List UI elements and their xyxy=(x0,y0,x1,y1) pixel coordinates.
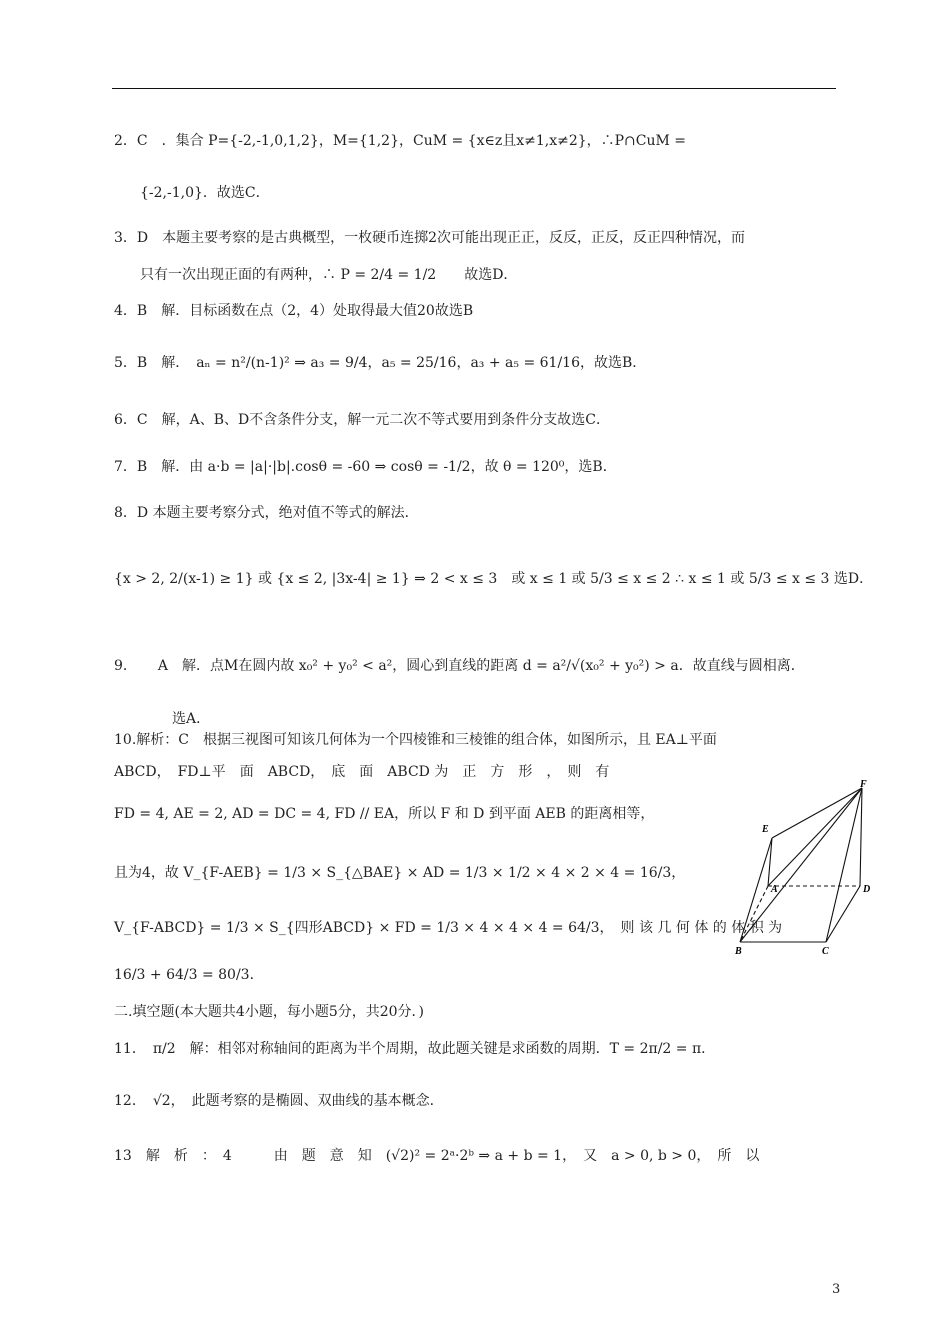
edge-AB-hidden xyxy=(740,886,768,942)
answer-10-line-2: ABCD， FD⊥平 面 ABCD， 底 面 ABCD 为 正 方 形 ， 则 有 xyxy=(114,764,610,780)
answer-6: 6．C 解，A、B、D不含条件分支，解一元二次不等式要用到条件分支故选C． xyxy=(114,412,610,428)
answer-11: 11． π/2 解：相邻对称轴间的距离为半个周期，故此题关键是求函数的周期．T = 2π/2 = π． xyxy=(114,1041,716,1057)
header-rule xyxy=(112,88,836,89)
answer-3-line-2: 只有一次出现正面的有两种，∴ P = 2/4 = 1/2 故选D． xyxy=(140,267,518,283)
vertex-label-A: A xyxy=(771,884,778,895)
edge-FA xyxy=(768,788,862,886)
edge-FD xyxy=(860,788,862,886)
vertex-label-C: C xyxy=(822,946,829,957)
answer-12: 12． √2， 此题考察的是椭圆、双曲线的基本概念． xyxy=(114,1093,444,1109)
answer-2-line-1: 2．C ．集合 P={-2,-1,0,1,2}，M={1,2}，CuM = {x∈z且x≠1,x≠2}，∴P∩CuM = xyxy=(114,133,687,149)
page-number: 3 xyxy=(832,1282,841,1297)
answer-10-line-1: 10.解析：C 根据三视图可知该几何体为一个四棱锥和三棱锥的组合体，如图所示，且 EA⊥平面 xyxy=(114,732,717,748)
vertex-label-F: F xyxy=(860,780,867,790)
solid-figure xyxy=(732,780,882,960)
answer-10-line-3: FD = 4, AE = 2, AD = DC = 4, FD // EA，所以 F 和 D 到平面 AEB 的距离相等， xyxy=(114,806,655,822)
vertex-label-B: B xyxy=(735,946,742,957)
edge-CD xyxy=(826,886,860,942)
edge-EF xyxy=(772,788,862,838)
answer-8-line-1: 8．D 本题主要考察分式，绝对值不等式的解法． xyxy=(114,505,419,521)
vertex-label-E: E xyxy=(762,824,769,835)
edge-EB xyxy=(740,838,772,942)
answer-2-line-2: {-2,-1,0}．故选C． xyxy=(140,185,270,201)
answer-7: 7．B 解．由 a·b = |a|·|b|.cosθ = -60 ⇒ cosθ = -1/2，故 θ = 120⁰，选B． xyxy=(114,459,617,475)
answer-8-line-2: {x > 2, 2/(x-1) ≥ 1} 或 {x ≤ 2, |3x-4| ≥ 1} ⇒ 2 < x ≤ 3 或 x ≤ 1 或 5/3 ≤ x ≤ 2 ∴ x ≤ 1 或 5/3 ≤ x ≤ 3 选D． xyxy=(114,571,874,587)
vertex-label-D: D xyxy=(863,884,871,895)
answer-10-line-5: V_{F-ABCD} = 1/3 × S_{四形ABCD} × FD = 1/3 × 4 × 4 × 4 = 64/3， 则 该 几 何 体 的 体 积 为 xyxy=(114,920,783,936)
answer-10-line-4: 且为4，故 V_{F-AEB} = 1/3 × S_{△BAE} × AD = 1/3 × 1/2 × 4 × 2 × 4 = 16/3， xyxy=(114,865,686,881)
answer-5: 5．B 解． aₙ = n²/(n-1)² ⇒ a₃ = 9/4，a₅ = 25/16，a₃ + a₅ = 61/16，故选B． xyxy=(114,355,647,371)
answer-9-line-2: 选A． xyxy=(172,711,211,727)
answer-13: 13 解 析 ： 4 由 题 意 知 (√2)² = 2ᵃ·2ᵇ ⇒ a + b = 1， 又 a > 0, b > 0， 所 以 xyxy=(114,1148,760,1164)
section-2-heading: 二.填空题(本大题共4小题，每小题5分，共20分．) xyxy=(114,1004,425,1020)
answer-3-line-1: 3．D 本题主要考察的是古典概型，一枚硬币连掷2次可能出现正正，反反，正反，反正四种情况，而 xyxy=(114,230,746,246)
answer-4: 4．B 解．目标函数在点（2，4）处取得最大值20故选B xyxy=(114,303,474,319)
answer-9-line-1: 9． A 解．点M在圆内故 x₀² + y₀² < a²，圆心到直线的距离 d = a²/√(x₀² + y₀²) > a．故直线与圆相离． xyxy=(114,658,805,674)
answer-10-line-6: 16/3 + 64/3 = 80/3． xyxy=(114,967,264,983)
